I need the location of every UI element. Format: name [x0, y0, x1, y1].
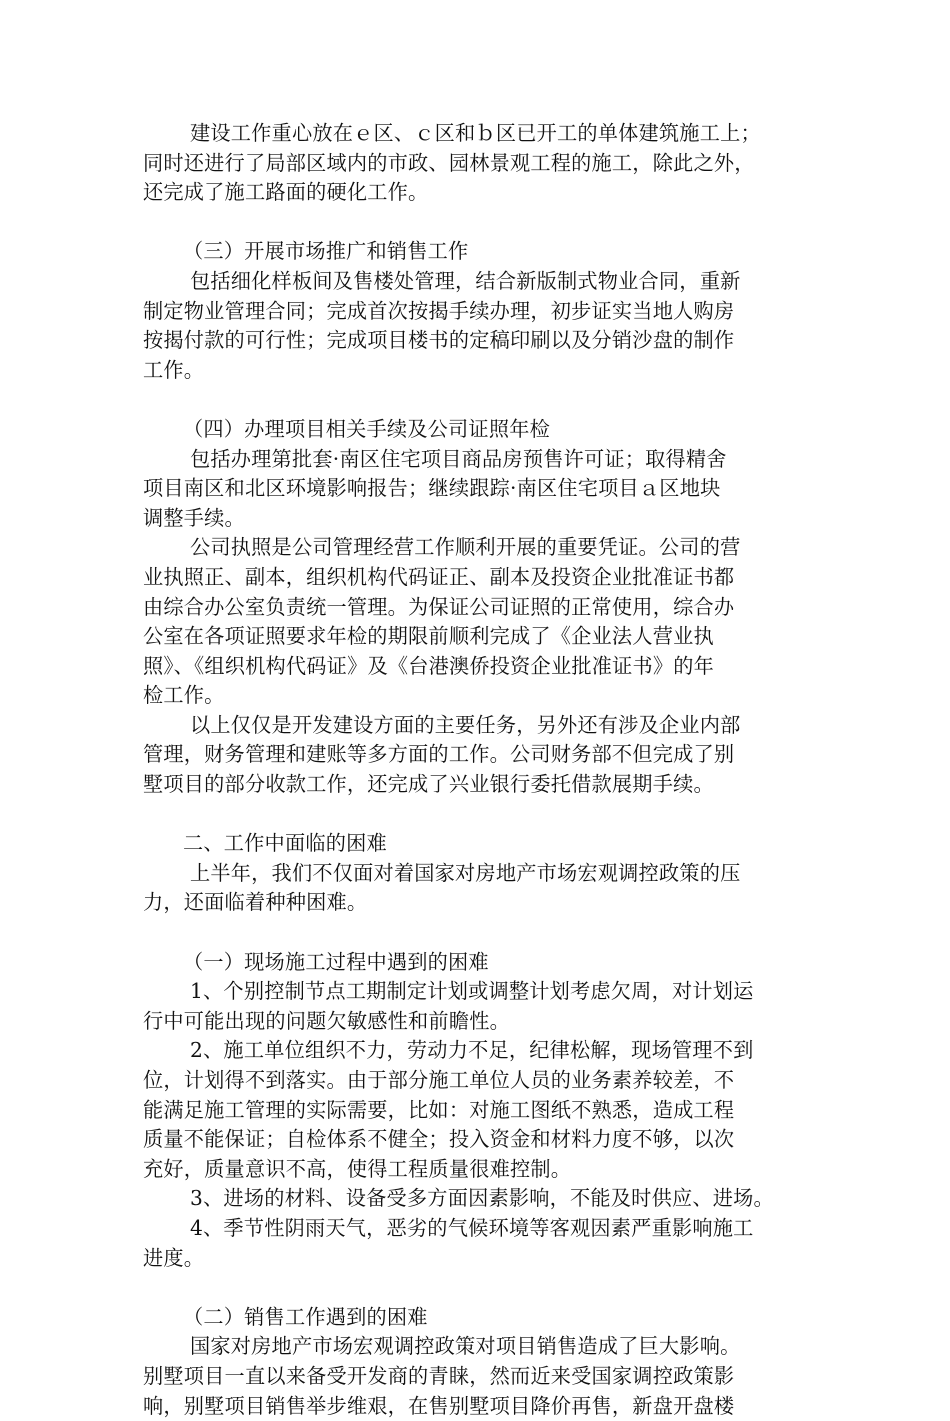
- paragraph-gap: [143, 1273, 813, 1303]
- text-line: 力，还面临着种种困难。: [143, 890, 368, 915]
- text-line: 按揭付款的可行性；完成项目楼书的定稿印刷以及分销沙盘的制作: [143, 328, 735, 353]
- text-line: 墅项目的部分收款工作，还完成了兴业银行委托借款展期手续。: [143, 772, 714, 797]
- text-line: 以上仅仅是开发建设方面的主要任务，另外还有涉及企业内部: [190, 712, 741, 737]
- text-line: 工作。: [143, 357, 205, 382]
- text-line: 充好，质量意识不高，使得工程质量很难控制。: [143, 1156, 572, 1181]
- text-line: 1、个别控制节点工期制定计划或调整计划考虑欠周，对计划运: [190, 979, 754, 1004]
- paragraph-gap: [143, 800, 813, 830]
- text-line: 检工作。: [143, 683, 225, 708]
- text-line: 响，别墅项目销售举步维艰，在售别墅项目降价再售，新盘开盘楼: [143, 1393, 735, 1418]
- paragraph-procedures: [143, 445, 813, 534]
- paragraph-sales-difficulties: [143, 1332, 813, 1421]
- list-item-2: [143, 1036, 813, 1184]
- text-line: 照》、《组织机构代码证》及《台港澳侨投资企业批准证书》的年: [143, 653, 715, 678]
- paragraph-difficulties-intro: [143, 859, 813, 918]
- text-line: 公室在各项证照要求年检的期限前顺利完成了《企业法人营业执: [143, 624, 714, 649]
- text-line: 行中可能出现的问题欠敏感性和前瞻性。: [143, 1008, 510, 1033]
- text-line: 制定物业管理合同；完成首次按揭手续办理，初步证实当地人购房: [143, 298, 735, 323]
- paragraph-summary: [143, 711, 813, 800]
- paragraph-marketing: [143, 267, 813, 385]
- text-line: 由综合办公室负责统一管理。为保证公司证照的正常使用，综合办: [143, 594, 735, 619]
- text-line: 公司执照是公司管理经营工作顺利开展的重要凭证。公司的营: [190, 535, 741, 560]
- list-item-4: [143, 1214, 813, 1273]
- paragraph-licenses: [143, 533, 813, 711]
- list-item-1: [143, 977, 813, 1036]
- paragraph-gap: [143, 385, 813, 415]
- text-line: 上半年，我们不仅面对着国家对房地产市场宏观调控政策的压: [190, 860, 741, 885]
- list-item-3: [143, 1184, 813, 1214]
- text-line: 质量不能保证；自检体系不健全；投入资金和材料力度不够，以次: [143, 1127, 735, 1152]
- section-heading-procedures: （四）办理项目相关手续及公司证照年检: [183, 416, 550, 441]
- text-line: 包括办理第批套·南区住宅项目商品房预售许可证；取得精舍: [190, 446, 727, 471]
- text-line: 建设工作重心放在ｅ区、ｃ区和ｂ区已开工的单体建筑施工上；: [190, 121, 761, 145]
- section-heading-construction-difficulties: （一）现场施工过程中遇到的困难: [183, 949, 489, 974]
- text-line: 别墅项目一直以来备受开发商的青睐，然而近来受国家调控政策影: [143, 1363, 735, 1388]
- section-heading-marketing: （三）开展市场推广和销售工作: [183, 239, 469, 264]
- text-line: 2、施工单位组织不力，劳动力不足，纪律松解，现场管理不到: [190, 1038, 754, 1063]
- text-line: 位，计划得不到落实。由于部分施工单位人员的业务素养较差，不: [143, 1068, 735, 1092]
- text-line: 调整手续。: [143, 505, 245, 530]
- text-line: 能满足施工管理的实际需要，比如：对施工图纸不熟悉，造成工程: [143, 1097, 735, 1122]
- text-line: 进度。: [143, 1245, 205, 1270]
- text-line: 业执照正、副本，组织机构代码证正、副本及投资企业批准证书都: [143, 564, 735, 589]
- text-line: 国家对房地产市场宏观调控政策对项目销售造成了巨大影响。: [190, 1334, 741, 1359]
- section-heading-difficulties: 二、工作中面临的困难: [183, 831, 387, 856]
- paragraph-gap: [143, 208, 813, 238]
- section-heading-sales-difficulties: （二）销售工作遇到的困难: [183, 1304, 428, 1329]
- text-line: 管理，财务管理和建账等多方面的工作。公司财务部不但完成了别: [143, 742, 735, 767]
- text-line: 同时还进行了局部区域内的市政、园林景观工程的施工，除此之外，: [143, 150, 755, 175]
- text-line: 3、进场的材料、设备受多方面因素影响，不能及时供应、进场。: [190, 1186, 774, 1211]
- text-line: 项目南区和北区环境影响报告；继续跟踪·南区住宅项目ａ区地块: [143, 476, 721, 501]
- text-line: 包括细化样板间及售楼处管理，结合新版制式物业合同，重新: [190, 268, 741, 293]
- paragraph-gap: [143, 918, 813, 948]
- paragraph-construction-focus: [143, 119, 813, 208]
- document-page: [143, 119, 813, 1421]
- text-line: 还完成了施工路面的硬化工作。: [143, 180, 429, 205]
- text-line: 4、季节性阴雨天气，恶劣的气候环境等客观因素严重影响施工: [190, 1215, 754, 1240]
